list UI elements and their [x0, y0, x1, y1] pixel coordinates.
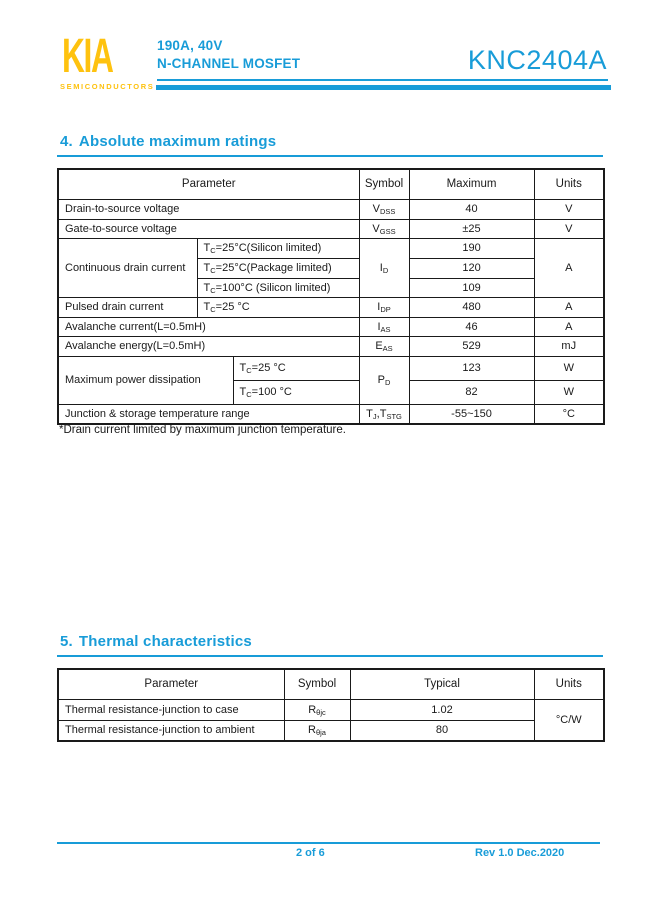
section4-title: Absolute maximum ratings — [78, 133, 277, 150]
max-cell: ±25 — [409, 219, 534, 238]
unit-cell: V — [534, 199, 604, 219]
max-cell: -55~150 — [409, 404, 534, 424]
unit-cell: A — [534, 317, 604, 336]
max-cell: 123 — [409, 356, 534, 380]
condition-cell: $T_C=25^\circ C(Silicon$ limited) — [197, 238, 359, 258]
unit-cell: °C — [534, 404, 604, 424]
param-cell: Maximum power dissipation — [58, 356, 233, 404]
col-header-typical: Typical — [350, 669, 534, 699]
unit-cell: W — [534, 380, 604, 404]
col-header-symbol: Symbol — [284, 669, 350, 699]
table-header-row — [58, 169, 604, 199]
symbol-cell: $V_{GSS}$ — [359, 219, 409, 238]
rating-line1: 190A, 40V — [157, 38, 223, 53]
unit-cell: A — [534, 238, 604, 297]
max-cell: 529 — [409, 336, 534, 356]
symbol-cell: $R_{\theta jc}$ — [284, 699, 350, 720]
typical-cell: 80 — [350, 720, 534, 741]
col-header-units: Units — [534, 169, 604, 199]
section4-underline — [57, 155, 603, 157]
section4-heading — [60, 133, 276, 150]
max-cell: 120 — [409, 258, 534, 278]
table-row — [58, 219, 604, 238]
col-header-units: Units — [534, 669, 604, 699]
symbol-cell: $E_{AS}$ — [359, 336, 409, 356]
unit-cell: V — [534, 219, 604, 238]
max-cell: 109 — [409, 278, 534, 297]
param-cell: Thermal resistance-junction to case — [58, 699, 284, 720]
col-header-symbol: Symbol — [359, 169, 409, 199]
param-cell: Continuous drain current — [58, 238, 197, 297]
section4-number: 4. — [60, 133, 73, 150]
max-cell: 46 — [409, 317, 534, 336]
unit-cell: °C/W — [534, 699, 604, 741]
table-row — [58, 199, 604, 219]
param-cell: Avalanche energy(L=0.5mH) — [58, 336, 359, 356]
table-row — [58, 317, 604, 336]
table-row — [58, 699, 604, 720]
unit-cell: W — [534, 356, 604, 380]
header-rule-thick — [156, 85, 611, 90]
unit-cell: mJ — [534, 336, 604, 356]
symbol-cell: $I_D$ — [359, 238, 409, 297]
symbol-cell: $P_D$ — [359, 356, 409, 404]
col-header-parameter: Parameter — [58, 169, 359, 199]
table-row — [58, 720, 604, 741]
page-indicator: 2 of 6 — [296, 847, 325, 859]
kia-logo-subtext: SEMICONDUCTORS — [60, 82, 155, 91]
condition-cell: $T_C=25^\circ C(Package$ limited) — [197, 258, 359, 278]
symbol-cell: $V_{DSS}$ — [359, 199, 409, 219]
thermal-characteristics-table — [57, 668, 605, 742]
table-row — [58, 356, 604, 380]
table-row — [58, 336, 604, 356]
table-row — [58, 238, 604, 258]
col-header-maximum: Maximum — [409, 169, 534, 199]
table-row — [58, 404, 604, 424]
max-cell: 82 — [409, 380, 534, 404]
product-rating — [157, 37, 300, 73]
drain-current-footnote: *Drain current limited by maximum junction temperature. — [59, 424, 346, 436]
param-cell: Avalanche current(L=0.5mH) — [58, 317, 359, 336]
kia-logo: KIA — [62, 30, 113, 83]
section5-heading — [60, 633, 252, 650]
param-cell: Gate-to-source voltage — [58, 219, 359, 238]
max-cell: 190 — [409, 238, 534, 258]
abs-max-ratings-table — [57, 168, 605, 425]
param-cell: Junction & storage temperature range — [58, 404, 359, 424]
condition-cell: $T_C=25$ °C — [233, 356, 359, 380]
condition-cell: $T_C=25$ °C — [197, 297, 359, 317]
symbol-cell: $I_{DP}$ — [359, 297, 409, 317]
typical-cell: 1.02 — [350, 699, 534, 720]
section5-number: 5. — [60, 633, 73, 650]
unit-cell: A — [534, 297, 604, 317]
condition-cell: $T_C=100^\circ C$ (Silicon limited) — [197, 278, 359, 297]
table-header-row — [58, 669, 604, 699]
param-cell: Drain-to-source voltage — [58, 199, 359, 219]
max-cell: 480 — [409, 297, 534, 317]
max-cell: 40 — [409, 199, 534, 219]
section5-title: Thermal characteristics — [78, 633, 252, 650]
rating-line2: N-CHANNEL MOSFET — [157, 56, 301, 71]
revision-label: Rev 1.0 Dec.2020 — [475, 847, 565, 859]
col-header-parameter: Parameter — [58, 669, 284, 699]
param-cell: Thermal resistance-junction to ambient — [58, 720, 284, 741]
header-rule-thin — [157, 79, 608, 81]
footer-rule — [57, 842, 600, 844]
symbol-cell: $R_{\theta ja}$ — [284, 720, 350, 741]
param-cell: Pulsed drain current — [58, 297, 197, 317]
table-row — [58, 297, 604, 317]
symbol-cell: $I_{AS}$ — [359, 317, 409, 336]
section5-underline — [57, 655, 603, 657]
part-number: KNC2404A — [467, 45, 607, 75]
symbol-cell: $T_J,T_{STG}$ — [359, 404, 409, 424]
condition-cell: $T_C=100$ °C — [233, 380, 359, 404]
